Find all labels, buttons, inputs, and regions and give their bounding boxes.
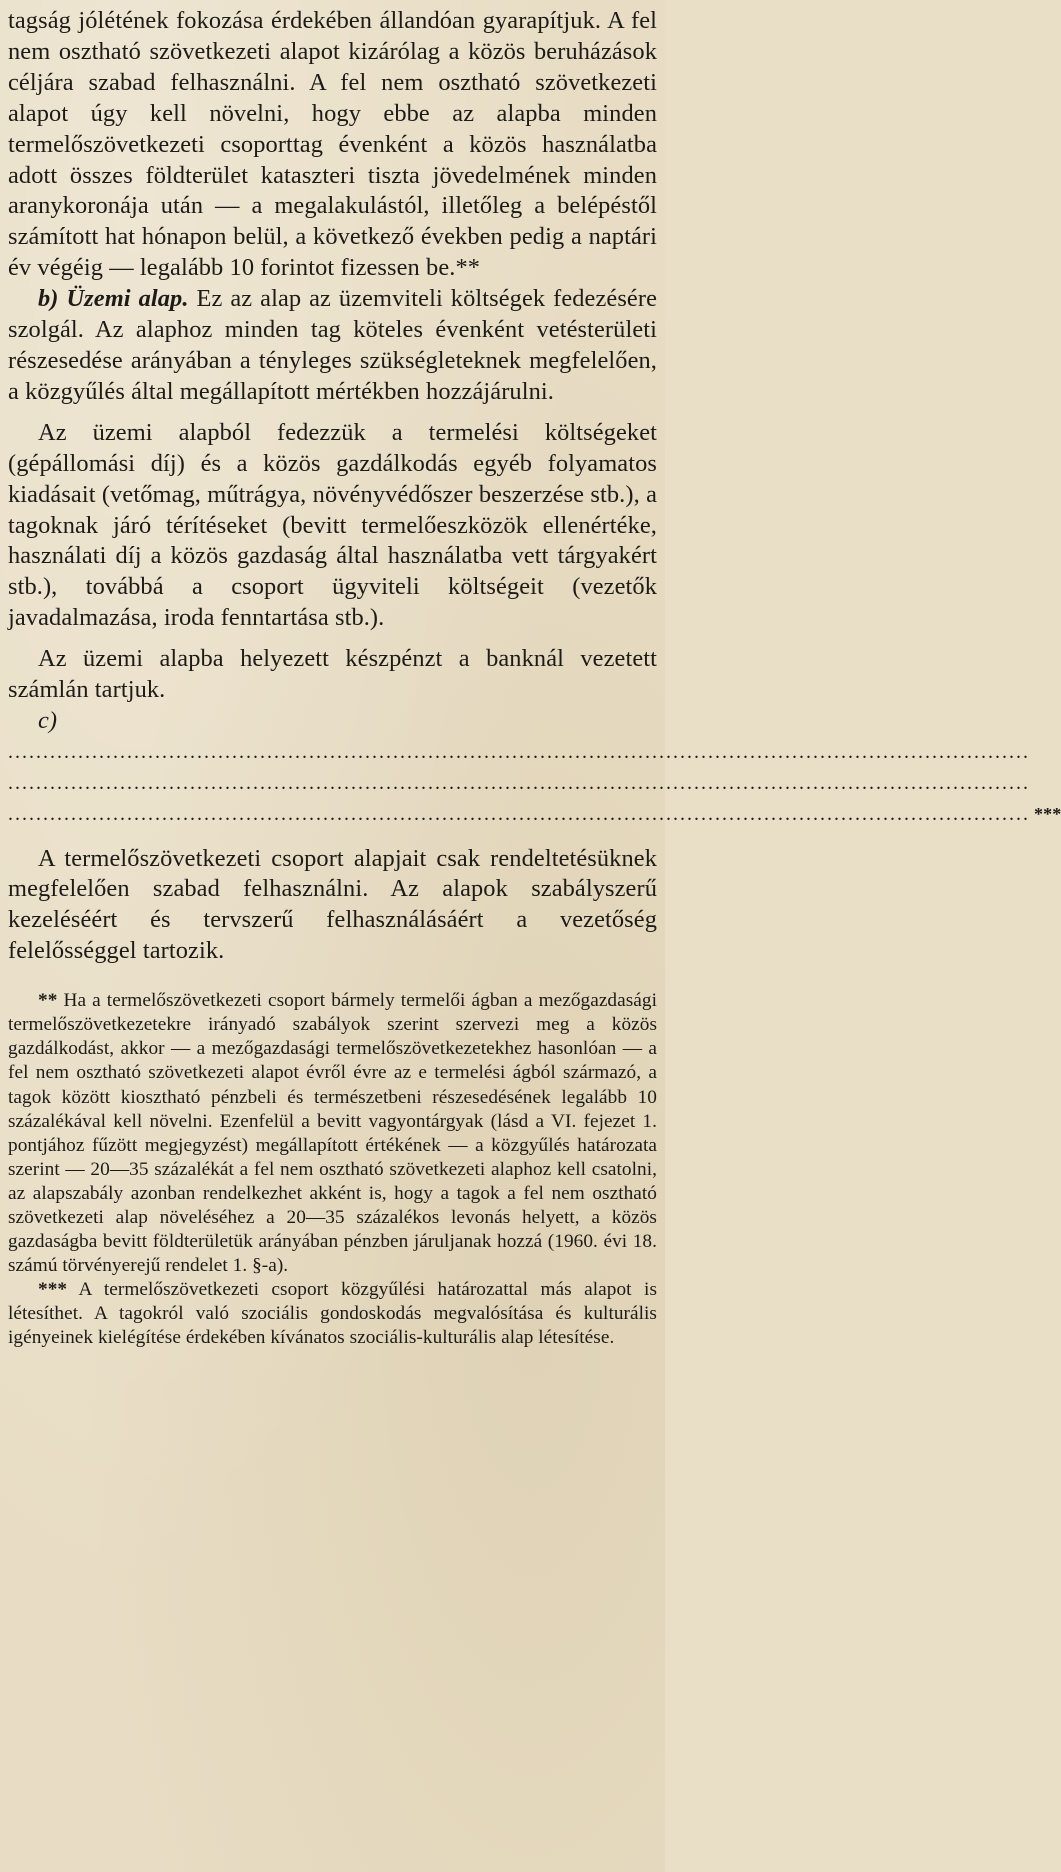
omitted-line-2 [8,768,1030,799]
paragraph-use-of-funds: A termelőszövetkezeti csoport alapjait csak rendeltetésüknek megfelelően szabad felhasználni. Az alapok szabályszerű kezeléséért és tervszerű felhasználásáért a vezetőség felelősséggel tartozik. [8,844,657,965]
omitted-line-1 [8,737,1030,768]
dot-leader: .................................................................................................................................................. [8,771,1030,794]
footnote-reference-marker: *** [1034,803,1061,824]
footnote-marker: *** [38,1279,68,1301]
footnote-double-star [8,989,657,1278]
main-text [8,6,1061,967]
footnote-text: A termelőszövetkezeti csoport közgyűlési határozattal más alapot is létesíthet. A tagokról való szociális gondoskodás megvalósítása és kulturális igényeinek kielégítése érdekében kívánatos szociális-kulturális alap létesítése. [8,1279,657,1349]
paragraph-bank-account: Az üzemi alapba helyezett készpénzt a banknál vezetett számlán tartjuk. [8,645,657,704]
footnotes [8,989,657,1350]
dot-leader: .................................................................................................................................................. [8,802,1030,825]
footnote-marker: ** [38,990,58,1012]
paragraph-operating-costs: Az üzemi alapból fedezzük a termelési költségeket (gépállomási díj) és a közös gazdálkodás egyéb folyamatos kiadásait (vetőmag, műtrágya, növényvédőszer beszerzése stb.), a tagoknak járó térítéseket (bevitt termelőeszközök ellenértéke, használati díj a közös gazdaság által használatba vett tárgyakért stb.), továbbá a csoport ügyviteli költségeit (vezetők javadalmazása, iroda fenntartása stb.). [8,418,657,632]
footnote-text: Ha a termelőszövetkezeti csoport bármely termelői ágban a mezőgazdasági termelőszövetkezetekre irányadó szabályok szerint szervezi meg a közös gazdálkodást, akkor — a mezőgazdasági termelőszövetkezetekhez hasonlóan — a fel nem osztható szövetkezeti alapot évről évre az e termelési ágból származó, a tagok között kiosztható pénzbeli és természetbeni részesedésének legalább 10 százalékával kell növelni. Ezenfelül a bevitt vagyontárgyak (lásd a VI. fejezet 1. pontjához fűzött megjegyzést) megállapított értékének — a közgyűlés határozata szerint — 20—35 százalékát a fel nem osztható szövetkezeti alaphoz kell csatolni, az alapszabály azonban rendelkezhet akként is, hogy a tagok a fel nem osztható szövetkezeti alap növeléséhez a 20—35 százalékos levonás helyett, a közös gazdaságba bevitt földterületük arányában pénzben járuljanak hozzá (1960. évi 18. számú törvényerejű rendelet 1. §-a). [8,990,657,1277]
dot-leader: .................................................................................................................................................. [8,740,1030,763]
footnote-triple-star [8,1278,657,1350]
section-heading-c: c) [38,706,58,734]
paragraph-operating-fund-text: Ez az alap az üzemviteli költségek fedezésére szolgál. Az alaphoz minden tag köteles évenként vetésterületi részesedése arányában a tényleges szükségleteknek megfelelően, a közgyűlés által megállapított mértékben hozzájárulni. [8,285,657,405]
paragraph-operating-fund [8,284,657,408]
paragraph-indivisible-fund: tagság jólétének fokozása érdekében állandóan gyarapítjuk. A fel nem osztható szövetkezeti alapot kizárólag a közös beruházások céljára szabad felhasználni. A fel nem osztható szövetkezeti alapot úgy kell növelni, hogy ebbe az alapba minden termelőszövetkezeti csoporttag évenként a közös használatba adott összes földterület kataszteri tiszta jövedelmének minden aranykoronája után — a megalakulástól, illetőleg a belépéstől számított hat hónapon belül, a következő években pedig a naptári év végéig — legalább 10 forintot fizessen be.** [8,7,657,282]
section-heading-b: b) Üzemi alap. [38,285,189,313]
omitted-line-3 [8,799,1061,830]
